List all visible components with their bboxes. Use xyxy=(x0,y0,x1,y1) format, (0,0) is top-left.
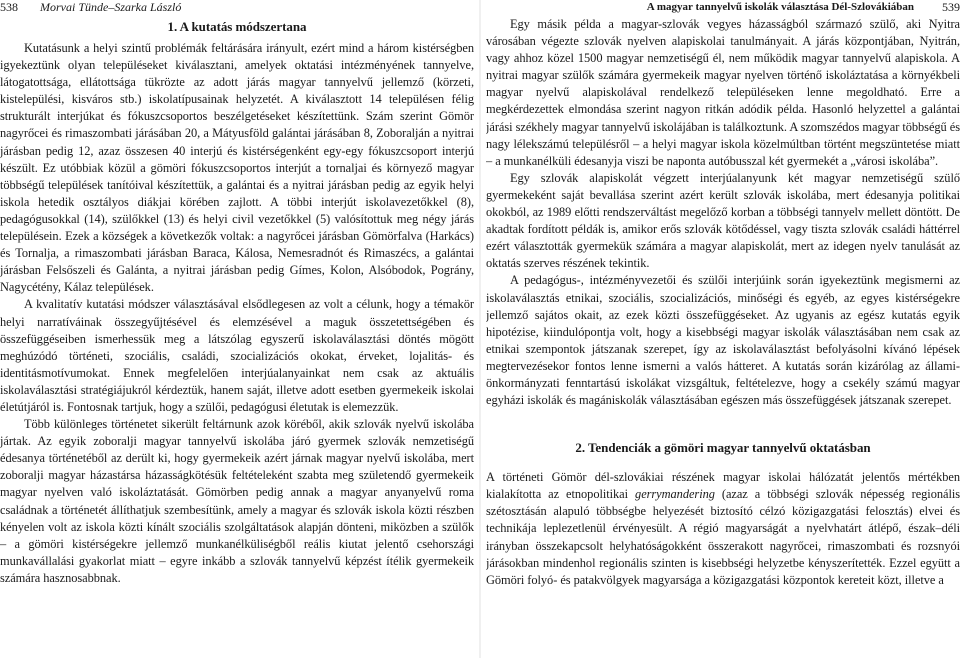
left-page-header xyxy=(0,0,474,16)
section-title: 2. Tendenciák a gömöri magyar tannyelvű oktatásban xyxy=(575,440,871,456)
right-page-header xyxy=(486,0,960,16)
right-page xyxy=(486,0,960,658)
paragraph xyxy=(486,469,960,589)
left-page xyxy=(0,0,474,658)
paragraph: Egy másik példa a magyar-szlovák vegyes házasságból származó szülő, aki Nyitra városában végezte szlovák nyelven alapiskolai tanulmányait. A járás központjában, Nyitrán, vagy ahhoz közel 1500 magyar nemzetiségű él, nem működik magyar tannyelvű alapiskola. A nyitrai magyar szülők számára gyermekeik magyar nyelven történő iskoláztatása a környékbeli magyar nyelvű alapiskolával rendelkező településeken lenne megoldható. Erre a megkérdezettek elmondása szerint nagyon ritkán adódik példa. Hasonló helyzettel a galántai járási székhely magyar tannyelvű iskolájában is találkoztunk. A szomszédos magyar többségű és nagy lélekszámú településről – a helyi magyar iskola közelmúltban történt megszüntetése miatt – a munkanélküli édesanyja viszi be naponta autóbusszal két gyermekét a „városi iskolába”. xyxy=(486,17,960,168)
emphasized-term: gerrymandering xyxy=(635,487,715,502)
running-head: Morvai Tünde–Szarka László xyxy=(40,0,182,14)
text-run: A történeti Gömör dél-szlovákiai részének magyar iskolai hálózatát jelentős mértékben kialakította az etnopolitikai xyxy=(486,470,960,502)
page-number: 539 xyxy=(942,0,960,14)
page-number: 538 xyxy=(0,0,18,14)
section-title: 1. A kutatás módszertana xyxy=(167,19,307,34)
paragraph: A pedagógus-, intézményvezetői és szülői interjúink során igyekeztünk megismerni az iskolaválasztás etnikai, szociális, szocializációs, minőségi és egyéb, az egyes kistérségekre jellemző sajátos okait, az ezek közti összefüggéseket. Az ugyanis az egész kutatás egyik hipotézise, kiindulópontja volt, hogy a kisebbségi magyar iskolák választásában nem csak az etnikai szempontok játszanak szerepet, így az iskolaválasztást befolyásolni kívánó lépések megtervezésekor fontos lenne ismerni a valós hátteret. A kutatás során kizárólag az állami- önkormányzati fenntartású iskolákat vizsgáltuk, feltételezve, hogy a csekély számú magyar egyházi iskolák és magániskolák választásában egészen más összefüggések játszanak szerepet. xyxy=(486,273,960,408)
left-column xyxy=(0,18,474,587)
paragraph: Több különleges történetet sikerült feltárnunk azok köréből, akik szlovák nyelvű iskolába jártak. Az egyik zoboralji magyar tannyelvű iskolába járó gyermek szlovák nemzetiségű édesanya történetéből az derült ki, hogy gyermekeik azért járnak magyar nyelvű iskolába, mert zoboralji magyar házastársa házasságkötésük feltételeként szabta meg születendő gyermekeik magyar nyelven való iskoláztatását. Gömörben pedig annak a magyar anyanyelvű roma családnak a történetét állíthatjuk szembesítünk, amely a magyar és szlovák iskola közti részben kényelen volt az iskola közti kínált szociális szolgáltatások alapján dönteni, miközben a szülők – a gömöri kistérségekre jellemző munkanélküliségből reális kiutat jelentő csehországi munkavállalási gyakorlat miatt – egyre inkább a szlovák tannyelvű képzést ítélik gyermekeik számára hasznosabbnak. xyxy=(0,417,474,585)
text-run: (azaz a többségi szlovák népesség regionális szétosztásán alapuló többségbe helyezését biztosító célzó közigazgatási felosztás) elvei és technikája leplezetlenül érvényesült. A régió magyarságát a nyelvhatárt átlépő, észak–déli irányban összekapcsolt helyhatóságokként összerakott nagyrőcei, rimaszombati és rozsnyói járásokban mindenhol regionális szinten is kisebbségi helyzetbe kényszerítették. Ezzel együtt a Gömöri folyó- és patakvölgyek magyarsága a közigazgatási központok kereteit közt, illetve a xyxy=(486,487,960,587)
page-gutter xyxy=(479,0,481,658)
paragraph: Kutatásunk a helyi szintű problémák feltárására irányult, ezért mind a három kistérségben igyekeztünk olyan településeket kiválasztani, amelyek oktatási intézményének tannyelve, látogatottsága, ellátottsága tükrözte az adott járás magyar tannyelvű jellemző (körzeti, kistelepülési, kisváros stb.) iskolatípusainak helyzetét. A kiválasztott 14 településen félig strukturált interjúkat és fókuszcsoportos beszélgetéseket készítettünk. Szám szerint Gömör nagyrőcei és rimaszombati járásában 20, a Mátyusföld galántai járásában 8, Zoboralján a nyitrai járásban pedig 12, azaz összesen 40 interjú és kistérségenként egy-egy fókuszcsoport interjú készült. Ez utóbbiak közül a gömöri fókuszcsoportos interjút a tornaljai és környező magyar többségű települések tanítóival készítettük, a galántai és a nyitrai járásban pedig az egyik helyi iskola hetedik osztályos diákjai körében zajlott. A többi interjút iskolavezetőkkel (8), pedagógusokkal (14), szülőkkel (13) és helyi civil vezetőkkel (5) valósítottuk meg négy járás településein. Ezek a községek a következők voltak: a nagyrőcei járásban Gömörfalva (Harkács) és Tornalja, a rimaszombati járásban Baraca, Kálosa, Nemesradnót és Rimaszécs, a galántai járásban Felsőszeli és Galánta, a nyitrai járásban pedig Gímes, Kolon, Alsóbodok, Pográny, Nagycétény, Kálaz települések. xyxy=(0,41,474,295)
running-head: A magyar tannyelvű iskolák választása Dél-Szlovákiában xyxy=(646,1,914,13)
right-column xyxy=(486,16,960,589)
paragraph: A kvalitatív kutatási módszer választásával elsődlegesen az volt a célunk, hogy a témakör helyi narratíváinak összegyűjtésével és elemzésével a maguk összetettségében és összefüggéseiben ismerhessük meg a látszólag egyszerű iskolaválasztási döntés mögött meghúzódó történeti, szociális, családi, szocializációs okokat, érveket, lojalitás- és identitásmotívumokat. Ennek megfelelően interjúalanyainkat nem csak az aktuális iskolaválasztási stratégiájukról kérdeztük, hanem saját, illetve adott esetben gyermekeik iskolai életútjáról is. Fontosnak tartjuk, hogy a szülői, pedagógusi életutak is elemezzük. xyxy=(0,297,474,414)
paragraph: Egy szlovák alapiskolát végzett interjúalanyunk két magyar nemzetiségű szülő gyermekeként saját bevallása szerint azért került szlovák iskolába, mert édesanyja politikai okokból, az 1989 előtti rendszerváltást megelőző korban a többségi tannyelv mellett döntött. De akadtak fordított példák is, amikor erős szlovák kötődéssel, vagy tiszta szlovák családi háttérrel ezért választották gyermekük számára a magyar alapiskolát, mert az idegen nyelv tanulását az oktatás szerves részének tekintik. xyxy=(486,170,960,271)
